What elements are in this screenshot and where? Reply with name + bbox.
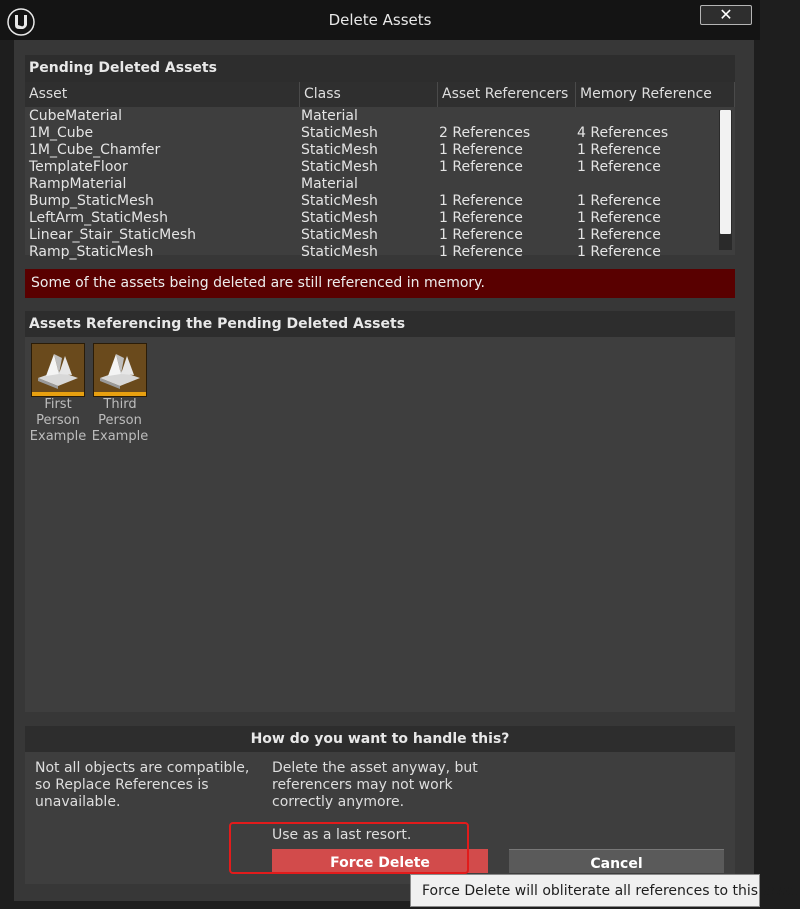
asset-referencers-cell: 1 Reference (439, 193, 523, 209)
table-row[interactable] (25, 227, 717, 244)
asset-type-bar (32, 392, 84, 396)
force-delete-button[interactable]: Force Delete (272, 849, 488, 873)
table-row[interactable] (25, 176, 717, 193)
asset-type-bar (94, 392, 146, 396)
asset-class-cell: Material (301, 176, 358, 192)
column-header-memory-reference[interactable]: Memory Reference (576, 82, 735, 107)
close-button[interactable]: ✕ (700, 5, 752, 25)
asset-referencers-cell: 1 Reference (439, 244, 523, 260)
table-row[interactable] (25, 159, 717, 176)
asset-referencers-cell: 1 Reference (439, 142, 523, 158)
pending-assets-table (25, 108, 717, 260)
asset-referencers-cell: 1 Reference (439, 227, 523, 243)
column-header-class[interactable]: Class (300, 82, 438, 107)
table-row[interactable] (25, 210, 717, 227)
asset-name-cell: Linear_Stair_StaticMesh (29, 227, 197, 243)
asset-class-cell: StaticMesh (301, 125, 378, 141)
asset-name-cell: RampMaterial (29, 176, 127, 192)
table-row[interactable] (25, 244, 717, 261)
memory-reference-cell: 1 Reference (577, 244, 661, 260)
memory-reference-cell: 4 References (577, 125, 669, 141)
asset-name-cell: 1M_Cube (29, 125, 94, 141)
title-bar (0, 0, 760, 40)
column-header-asset-referencers[interactable]: Asset Referencers (438, 82, 576, 107)
asset-referencers-cell: 1 Reference (439, 210, 523, 226)
replace-references-note: Not all objects are compatible, so Replace References is unavailable. (35, 760, 250, 810)
map-asset-icon (93, 343, 147, 397)
memory-reference-cell: 1 Reference (577, 193, 661, 209)
table-scrollbar[interactable] (719, 110, 732, 250)
column-header-asset[interactable]: Asset (25, 82, 300, 107)
annotation-highlight-box (229, 822, 469, 874)
referencing-panel-header: Assets Referencing the Pending Deleted Assets (25, 311, 735, 337)
force-delete-tooltip: Force Delete will obliterate all references to this asset (410, 874, 760, 907)
last-resort-note: Use as a last resort. (272, 827, 412, 843)
cancel-button[interactable]: Cancel (509, 849, 724, 873)
table-row[interactable] (25, 142, 717, 159)
map-asset-icon (31, 343, 85, 397)
handling-question: How do you want to handle this? (25, 726, 735, 752)
referencer-tile-first-person[interactable] (31, 343, 85, 445)
asset-class-cell: StaticMesh (301, 244, 378, 260)
asset-name-cell: TemplateFloor (29, 159, 128, 175)
memory-reference-cell: 1 Reference (577, 159, 661, 175)
memory-reference-cell: 1 Reference (577, 142, 661, 158)
asset-class-cell: StaticMesh (301, 142, 378, 158)
asset-class-cell: StaticMesh (301, 159, 378, 175)
memory-reference-cell: 1 Reference (577, 227, 661, 243)
referencer-label: First Person Example (29, 397, 87, 444)
asset-class-cell: Material (301, 108, 358, 124)
asset-class-cell: StaticMesh (301, 193, 378, 209)
referencer-label: Third Person Example (91, 397, 149, 444)
asset-name-cell: Ramp_StaticMesh (29, 244, 154, 260)
asset-class-cell: StaticMesh (301, 227, 378, 243)
force-delete-note: Delete the asset anyway, but referencers may not work correctly anymore. (272, 760, 478, 810)
memory-reference-warning: Some of the assets being deleted are still referenced in memory. (25, 269, 735, 298)
table-row[interactable] (25, 108, 717, 125)
asset-referencers-cell: 2 References (439, 125, 531, 141)
asset-name-cell: LeftArm_StaticMesh (29, 210, 168, 226)
scrollbar-thumb[interactable] (720, 110, 731, 234)
asset-referencers-cell: 1 Reference (439, 159, 523, 175)
asset-name-cell: Bump_StaticMesh (29, 193, 154, 209)
window-title: Delete Assets (328, 11, 432, 29)
pending-panel-header: Pending Deleted Assets (25, 55, 735, 82)
table-row[interactable] (25, 125, 717, 142)
memory-reference-cell: 1 Reference (577, 210, 661, 226)
asset-class-cell: StaticMesh (301, 210, 378, 226)
table-row[interactable] (25, 193, 717, 210)
asset-name-cell: 1M_Cube_Chamfer (29, 142, 161, 158)
referencer-tile-third-person[interactable] (93, 343, 147, 445)
asset-name-cell: CubeMaterial (29, 108, 123, 124)
